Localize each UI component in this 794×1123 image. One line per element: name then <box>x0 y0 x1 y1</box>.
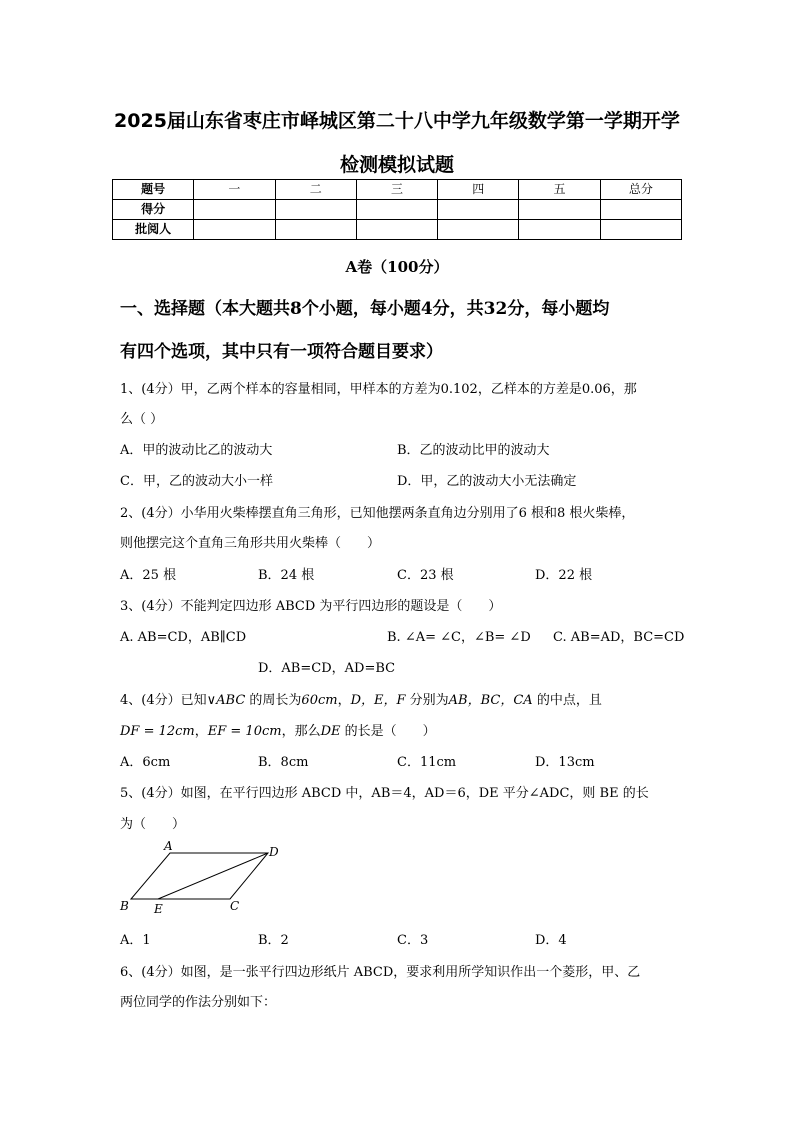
q5-stem-line2: 为（ ） <box>120 817 186 832</box>
label-c: C <box>230 899 240 913</box>
score-cell[interactable] <box>275 200 356 220</box>
exam-title-line1: 2025届山东省枣庄市峄城区第二十八中学九年级数学第一学期开学 <box>114 110 680 132</box>
parallelogram-abcd <box>131 853 268 899</box>
q1-option-b[interactable]: B．乙的波动比甲的波动大 <box>397 443 550 458</box>
q4-option-d[interactable]: D．13cm <box>535 755 595 770</box>
header-cell: 一 <box>194 180 275 200</box>
paper-label: A卷（100分） <box>345 258 449 276</box>
q4-sides: AB，BC，CA <box>448 693 533 708</box>
q4-perimeter: 60cm <box>301 693 338 708</box>
grader-cell[interactable] <box>600 220 681 240</box>
score-cell[interactable] <box>438 200 519 220</box>
q4-df: DF = 12cm <box>120 724 195 739</box>
grader-cell[interactable] <box>194 220 275 240</box>
q4-text: 的中点，且 <box>532 693 602 708</box>
header-cell: 题号 <box>113 180 194 200</box>
q4-de: DE <box>320 724 341 739</box>
exam-title-line2: 检测模拟试题 <box>339 154 454 176</box>
q2-option-a[interactable]: A．25 根 <box>120 568 177 583</box>
q5-stem-line1: 5、(4分）如图，在平行四边形 ABCD 中，AB＝4，AD＝6，DE 平分∠ADC，则 BE 的长 <box>120 786 649 801</box>
q4-text: ， <box>337 693 351 708</box>
score-table <box>112 179 682 240</box>
q4-text: 分别为 <box>405 693 449 708</box>
section1-heading-line2: 有四个选项，其中只有一项符合题目要求） <box>120 342 443 362</box>
q3-option-d[interactable]: D．AB=CD，AD=BC <box>258 661 396 676</box>
segment-de <box>158 853 268 899</box>
q1-option-a[interactable]: A．甲的波动比乙的波动大 <box>120 443 273 458</box>
q4-text: 的长是（ ） <box>340 724 436 739</box>
q2-option-d[interactable]: D．22 根 <box>535 568 593 583</box>
q4-text: 4、(4分）已知 <box>120 693 207 708</box>
label-a: A <box>164 839 173 853</box>
score-cell[interactable] <box>519 200 600 220</box>
q4-text: 的周长为 <box>245 693 302 708</box>
q6-stem-line1: 6、(4分）如图，是一张平行四边形纸片 ABCD，要求利用所学知识作出一个菱形，甲、乙 <box>120 965 641 980</box>
grader-row <box>113 220 682 240</box>
q2-option-b[interactable]: B．24 根 <box>258 568 315 583</box>
label-b: B <box>120 899 129 913</box>
row-label: 得分 <box>113 200 194 220</box>
q6-stem-line2: 两位同学的作法分别如下： <box>120 995 277 1010</box>
grader-cell[interactable] <box>438 220 519 240</box>
q2-stem-line1: 2、(4分）小华用火柴棒摆直角三角形，已知他摆两条直角边分别用了6 根和8 根火柴棒， <box>120 506 635 521</box>
score-cell[interactable] <box>194 200 275 220</box>
score-row <box>113 200 682 220</box>
header-cell: 五 <box>519 180 600 200</box>
q3-option-c[interactable]: C. AB=AD，BC=CD <box>553 630 685 645</box>
row-label: 批阅人 <box>113 220 194 240</box>
q5-option-c[interactable]: C．3 <box>397 933 429 948</box>
header-cell: 二 <box>275 180 356 200</box>
q4-text: ， <box>194 724 208 739</box>
q4-stem-line2 <box>120 720 436 739</box>
q3-option-b[interactable]: B. ∠A= ∠C，∠B= ∠D <box>387 630 531 645</box>
section1-heading-line1: 一、选择题（本大题共8个小题，每小题4分，共32分，每小题均 <box>120 299 610 319</box>
grader-cell[interactable] <box>275 220 356 240</box>
q4-option-a[interactable]: A．6cm <box>120 755 171 770</box>
q1-stem-line2: 么（ ） <box>120 412 164 427</box>
label-e: E <box>154 902 163 916</box>
score-cell[interactable] <box>600 200 681 220</box>
q4-triangle: ∨ABC <box>206 693 246 708</box>
header-cell: 三 <box>356 180 437 200</box>
q5-option-a[interactable]: A．1 <box>120 933 151 948</box>
grader-cell[interactable] <box>519 220 600 240</box>
q4-stem-line1 <box>120 689 602 708</box>
q4-ef: EF = 10cm <box>207 724 282 739</box>
grader-cell[interactable] <box>356 220 437 240</box>
q5-option-d[interactable]: D．4 <box>535 933 567 948</box>
q4-option-c[interactable]: C．11cm <box>397 755 457 770</box>
label-d: D <box>269 845 279 859</box>
q5-option-b[interactable]: B．2 <box>258 933 289 948</box>
q3-stem: 3、(4分）不能判定四边形 ABCD 为平行四边形的题设是（ ） <box>120 599 502 614</box>
q4-points: D，E，F <box>350 693 406 708</box>
q2-stem-line2: 则他摆完这个直角三角形共用火柴棒（ ） <box>120 536 381 551</box>
q2-option-c[interactable]: C．23 根 <box>397 568 454 583</box>
header-cell: 四 <box>438 180 519 200</box>
score-cell[interactable] <box>356 200 437 220</box>
q4-option-b[interactable]: B．8cm <box>258 755 309 770</box>
parallelogram-figure <box>112 836 292 918</box>
q4-text: ，那么 <box>281 724 321 739</box>
q1-option-c[interactable]: C．甲，乙的波动大小一样 <box>120 474 273 489</box>
score-table-header-row <box>113 180 682 200</box>
q3-option-a[interactable]: A. AB=CD，AB∥CD <box>120 630 247 645</box>
q1-option-d[interactable]: D．甲，乙的波动大小无法确定 <box>397 474 577 489</box>
q1-stem-line1: 1、(4分）甲，乙两个样本的容量相同，甲样本的方差为0.102，乙样本的方差是0.06，那 <box>120 382 637 397</box>
header-cell: 总分 <box>600 180 681 200</box>
